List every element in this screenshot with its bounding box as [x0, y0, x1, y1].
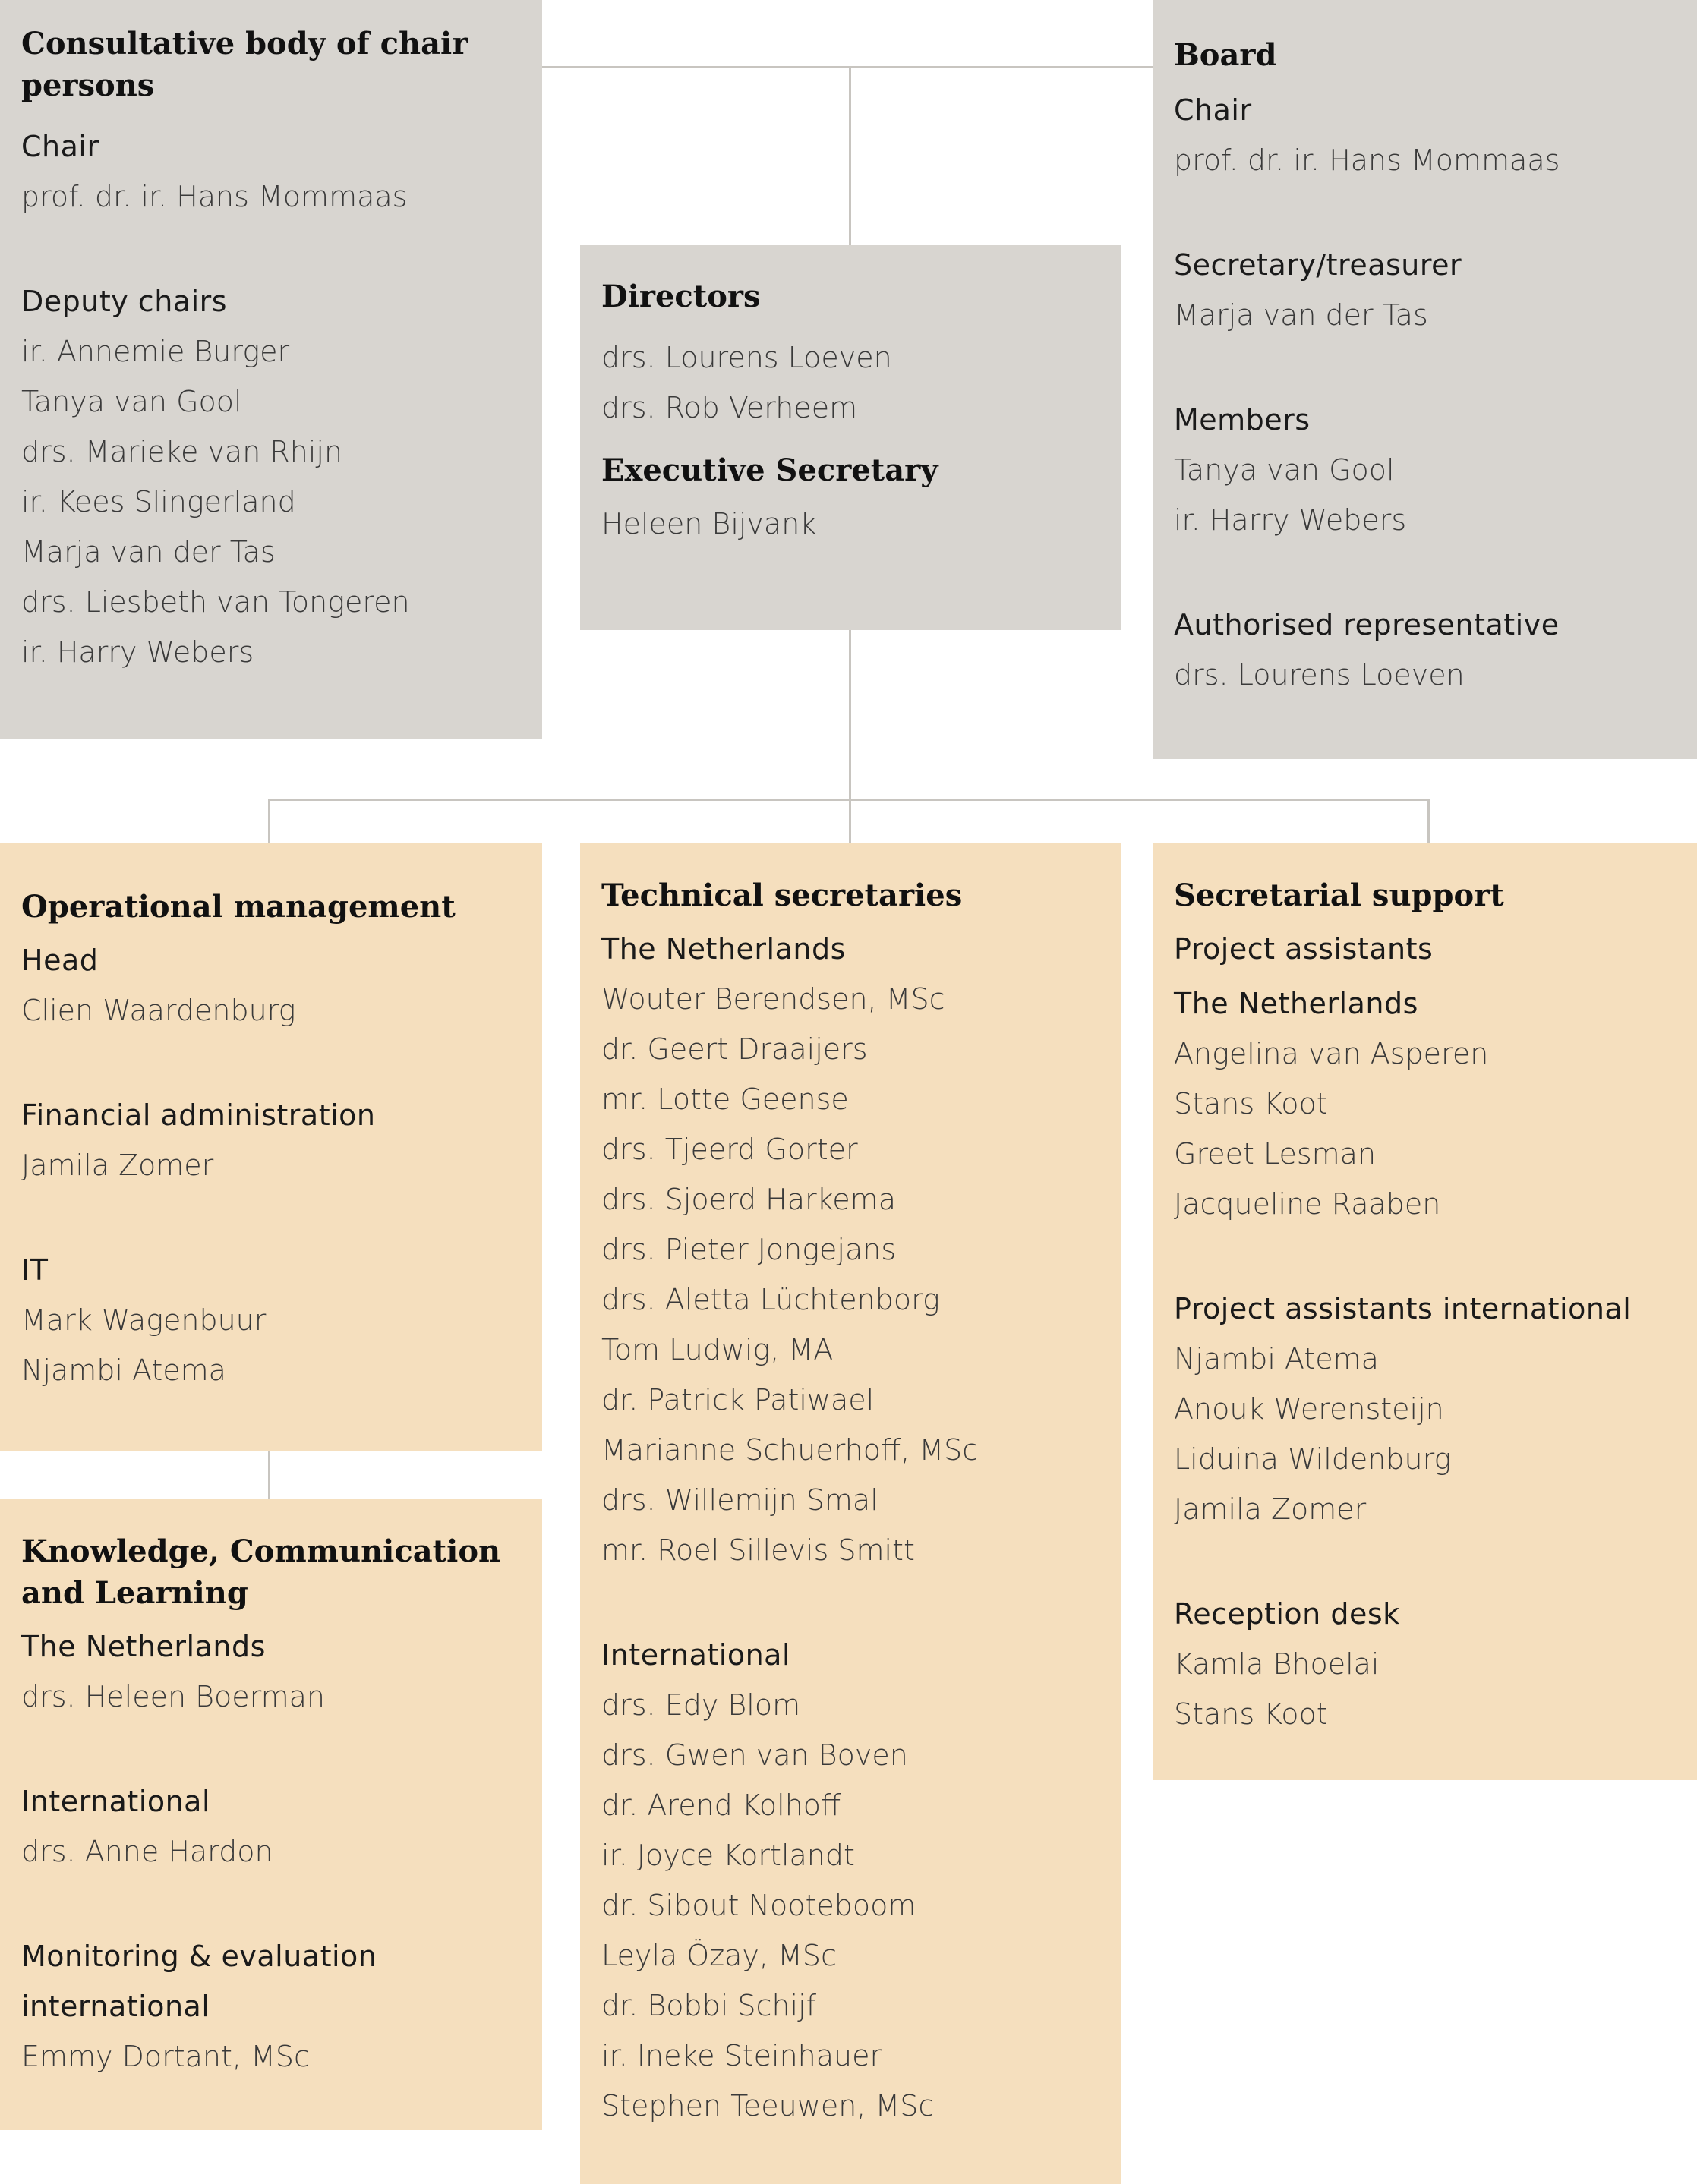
technical-intl-name: dr. Bobbi Schijf [601, 1989, 817, 2022]
technical-nl-name: Tom Ludwig, MA [601, 1333, 834, 1366]
connector-top-vertical [849, 67, 851, 245]
technical-nl-name: Wouter Berendsen, MSc [601, 982, 945, 1016]
secretarial-intl-section [1174, 1284, 1676, 1534]
reception-label: Reception desk [1174, 1597, 1400, 1631]
technical-intl-name: ir. Joyce Kortlandt [601, 1839, 855, 1872]
directors-section [601, 332, 1099, 433]
it-name: Mark Wagenbuur [21, 1303, 267, 1337]
technical-nl-name: drs. Pieter Jongejans [601, 1233, 897, 1266]
project-assistant-intl-name: Liduina Wildenburg [1174, 1442, 1452, 1476]
secretarial-support-box [1153, 843, 1697, 1780]
board-rep-name: drs. Lourens Loeven [1174, 658, 1465, 692]
secretarial-nl-label: The Netherlands [1174, 987, 1418, 1020]
technical-nl-name: dr. Geert Draaijers [601, 1032, 868, 1066]
reception-section [1174, 1589, 1676, 1739]
board-chair-label: Chair [1174, 93, 1252, 127]
consultative-deputies-label: Deputy chairs [21, 285, 228, 318]
it-label: IT [21, 1253, 49, 1287]
project-assistant-intl-name: Njambi Atema [1174, 1342, 1379, 1376]
director-name: drs. Rob Verheem [601, 391, 858, 424]
deputy-chair-name: ir. Annemie Burger [21, 335, 290, 368]
consultative-deputies-section [21, 276, 521, 677]
technical-nl-name: drs. Sjoerd Harkema [601, 1183, 896, 1216]
knowledge-intl-section [21, 1776, 521, 1877]
technical-intl-name: drs. Edy Blom [601, 1688, 801, 1722]
directors-box [580, 245, 1121, 630]
knowledge-me-label: Monitoring & evaluation international [21, 1940, 377, 2023]
consultative-chair-name: prof. dr. ir. Hans Mommaas [21, 180, 408, 213]
project-assistant-name: Stans Koot [1174, 1087, 1328, 1120]
technical-nl-name: dr. Patrick Patiwael [601, 1383, 875, 1417]
operational-title: Operational management [21, 889, 456, 925]
project-assistant-intl-name: Anouk Werensteijn [1174, 1392, 1444, 1426]
board-title: Board [1174, 37, 1277, 73]
secretarial-nl-section [1174, 979, 1676, 1229]
board-secretary-label: Secretary/treasurer [1174, 248, 1462, 282]
knowledge-title: Knowledge, Communication and Learning [21, 1533, 501, 1611]
technical-intl-name: Stephen Teeuwen, MSc [601, 2089, 935, 2123]
technical-intl-section [601, 1630, 1099, 2131]
technical-nl-label: The Netherlands [601, 932, 846, 966]
board-member-name: ir. Harry Webers [1174, 503, 1407, 537]
executive-secretary-title: Executive Secretary [601, 452, 938, 488]
executive-secretary-name: Heleen Bijvank [601, 507, 817, 540]
secretarial-intl-label: Project assistants international [1174, 1292, 1632, 1325]
deputy-chair-name: drs. Marieke van Rhijn [21, 435, 343, 468]
connector-branch-right [1427, 799, 1430, 843]
operational-head-section [21, 935, 521, 1035]
technical-intl-label: International [601, 1638, 791, 1672]
knowledge-me-section [21, 1931, 521, 2082]
technical-secretaries-box [580, 843, 1121, 2184]
connector-branch-left [268, 799, 270, 843]
it-name: Njambi Atema [21, 1354, 226, 1387]
technical-intl-name: Leyla Özay, MSc [601, 1939, 837, 1972]
consultative-body-box [0, 0, 542, 739]
technical-nl-name: drs. Tjeerd Gorter [601, 1133, 858, 1166]
connector-operational-knowledge [268, 1451, 270, 1499]
connector-top-horizontal [542, 66, 1153, 68]
secretarial-title: Secretarial support [1174, 878, 1504, 913]
technical-intl-name: dr. Arend Kolhoff [601, 1788, 841, 1822]
director-name: drs. Lourens Loeven [601, 341, 892, 374]
consultative-chair-section [21, 121, 521, 222]
knowledge-nl-label: The Netherlands [21, 1630, 266, 1663]
financial-label: Financial administration [21, 1098, 376, 1132]
directors-title: Directors [601, 279, 761, 314]
board-chair-section [1174, 85, 1676, 185]
financial-section [21, 1090, 521, 1190]
technical-nl-name: Marianne Schuerhoff, MSc [601, 1433, 979, 1467]
technical-intl-name: drs. Gwen van Boven [601, 1738, 908, 1772]
knowledge-box [0, 1499, 542, 2130]
technical-nl-section [601, 924, 1099, 1575]
deputy-chair-name: Marja van der Tas [21, 535, 276, 569]
technical-nl-name: mr. Lotte Geense [601, 1083, 849, 1116]
knowledge-nl-name: drs. Heleen Boerman [21, 1680, 325, 1713]
knowledge-intl-label: International [21, 1785, 211, 1818]
deputy-chair-name: Tanya van Gool [21, 385, 242, 418]
reception-name: Stans Koot [1174, 1697, 1328, 1731]
deputy-chair-name: drs. Liesbeth van Tongeren [21, 585, 410, 619]
consultative-chair-label: Chair [21, 130, 99, 163]
technical-nl-name: mr. Roel Sillevis Smitt [601, 1533, 915, 1567]
operational-management-box [0, 843, 542, 1451]
consultative-title: Consultative body of chair persons [21, 26, 468, 103]
technical-intl-name: ir. Ineke Steinhauer [601, 2039, 882, 2072]
board-chair-name: prof. dr. ir. Hans Mommaas [1174, 143, 1560, 177]
knowledge-me-name: Emmy Dortant, MSc [21, 2040, 310, 2073]
project-assistant-name: Greet Lesman [1174, 1137, 1377, 1171]
board-members-label: Members [1174, 403, 1311, 436]
financial-name: Jamila Zomer [21, 1149, 214, 1182]
project-assistant-name: Angelina van Asperen [1174, 1037, 1489, 1070]
it-section [21, 1245, 521, 1395]
technical-nl-name: drs. Willemijn Smal [601, 1483, 878, 1517]
project-assistant-intl-name: Jamila Zomer [1174, 1492, 1367, 1526]
operational-head-label: Head [21, 944, 99, 977]
board-rep-label: Authorised representative [1174, 608, 1560, 641]
board-rep-section [1174, 600, 1676, 700]
deputy-chair-name: ir. Harry Webers [21, 635, 254, 669]
knowledge-nl-section [21, 1621, 521, 1722]
technical-intl-name: dr. Sibout Nooteboom [601, 1889, 916, 1922]
technical-nl-name: drs. Aletta Lüchtenborg [601, 1283, 940, 1316]
board-members-section [1174, 395, 1676, 545]
deputy-chair-name: ir. Kees Slingerland [21, 485, 296, 518]
operational-head-name: Clien Waardenburg [21, 994, 296, 1027]
board-secretary-section [1174, 240, 1676, 340]
connector-branch-horizontal [268, 799, 1430, 801]
reception-name: Kamla Bhoelai [1174, 1647, 1380, 1681]
knowledge-intl-name: drs. Anne Hardon [21, 1835, 273, 1868]
project-assistant-name: Jacqueline Raaben [1174, 1187, 1441, 1221]
board-member-name: Tanya van Gool [1174, 453, 1395, 487]
connector-directors-down [849, 630, 851, 843]
project-assistants-label: Project assistants [1174, 932, 1434, 966]
board-secretary-name: Marja van der Tas [1174, 298, 1428, 332]
technical-title: Technical secretaries [601, 878, 963, 913]
board-box [1153, 0, 1697, 759]
